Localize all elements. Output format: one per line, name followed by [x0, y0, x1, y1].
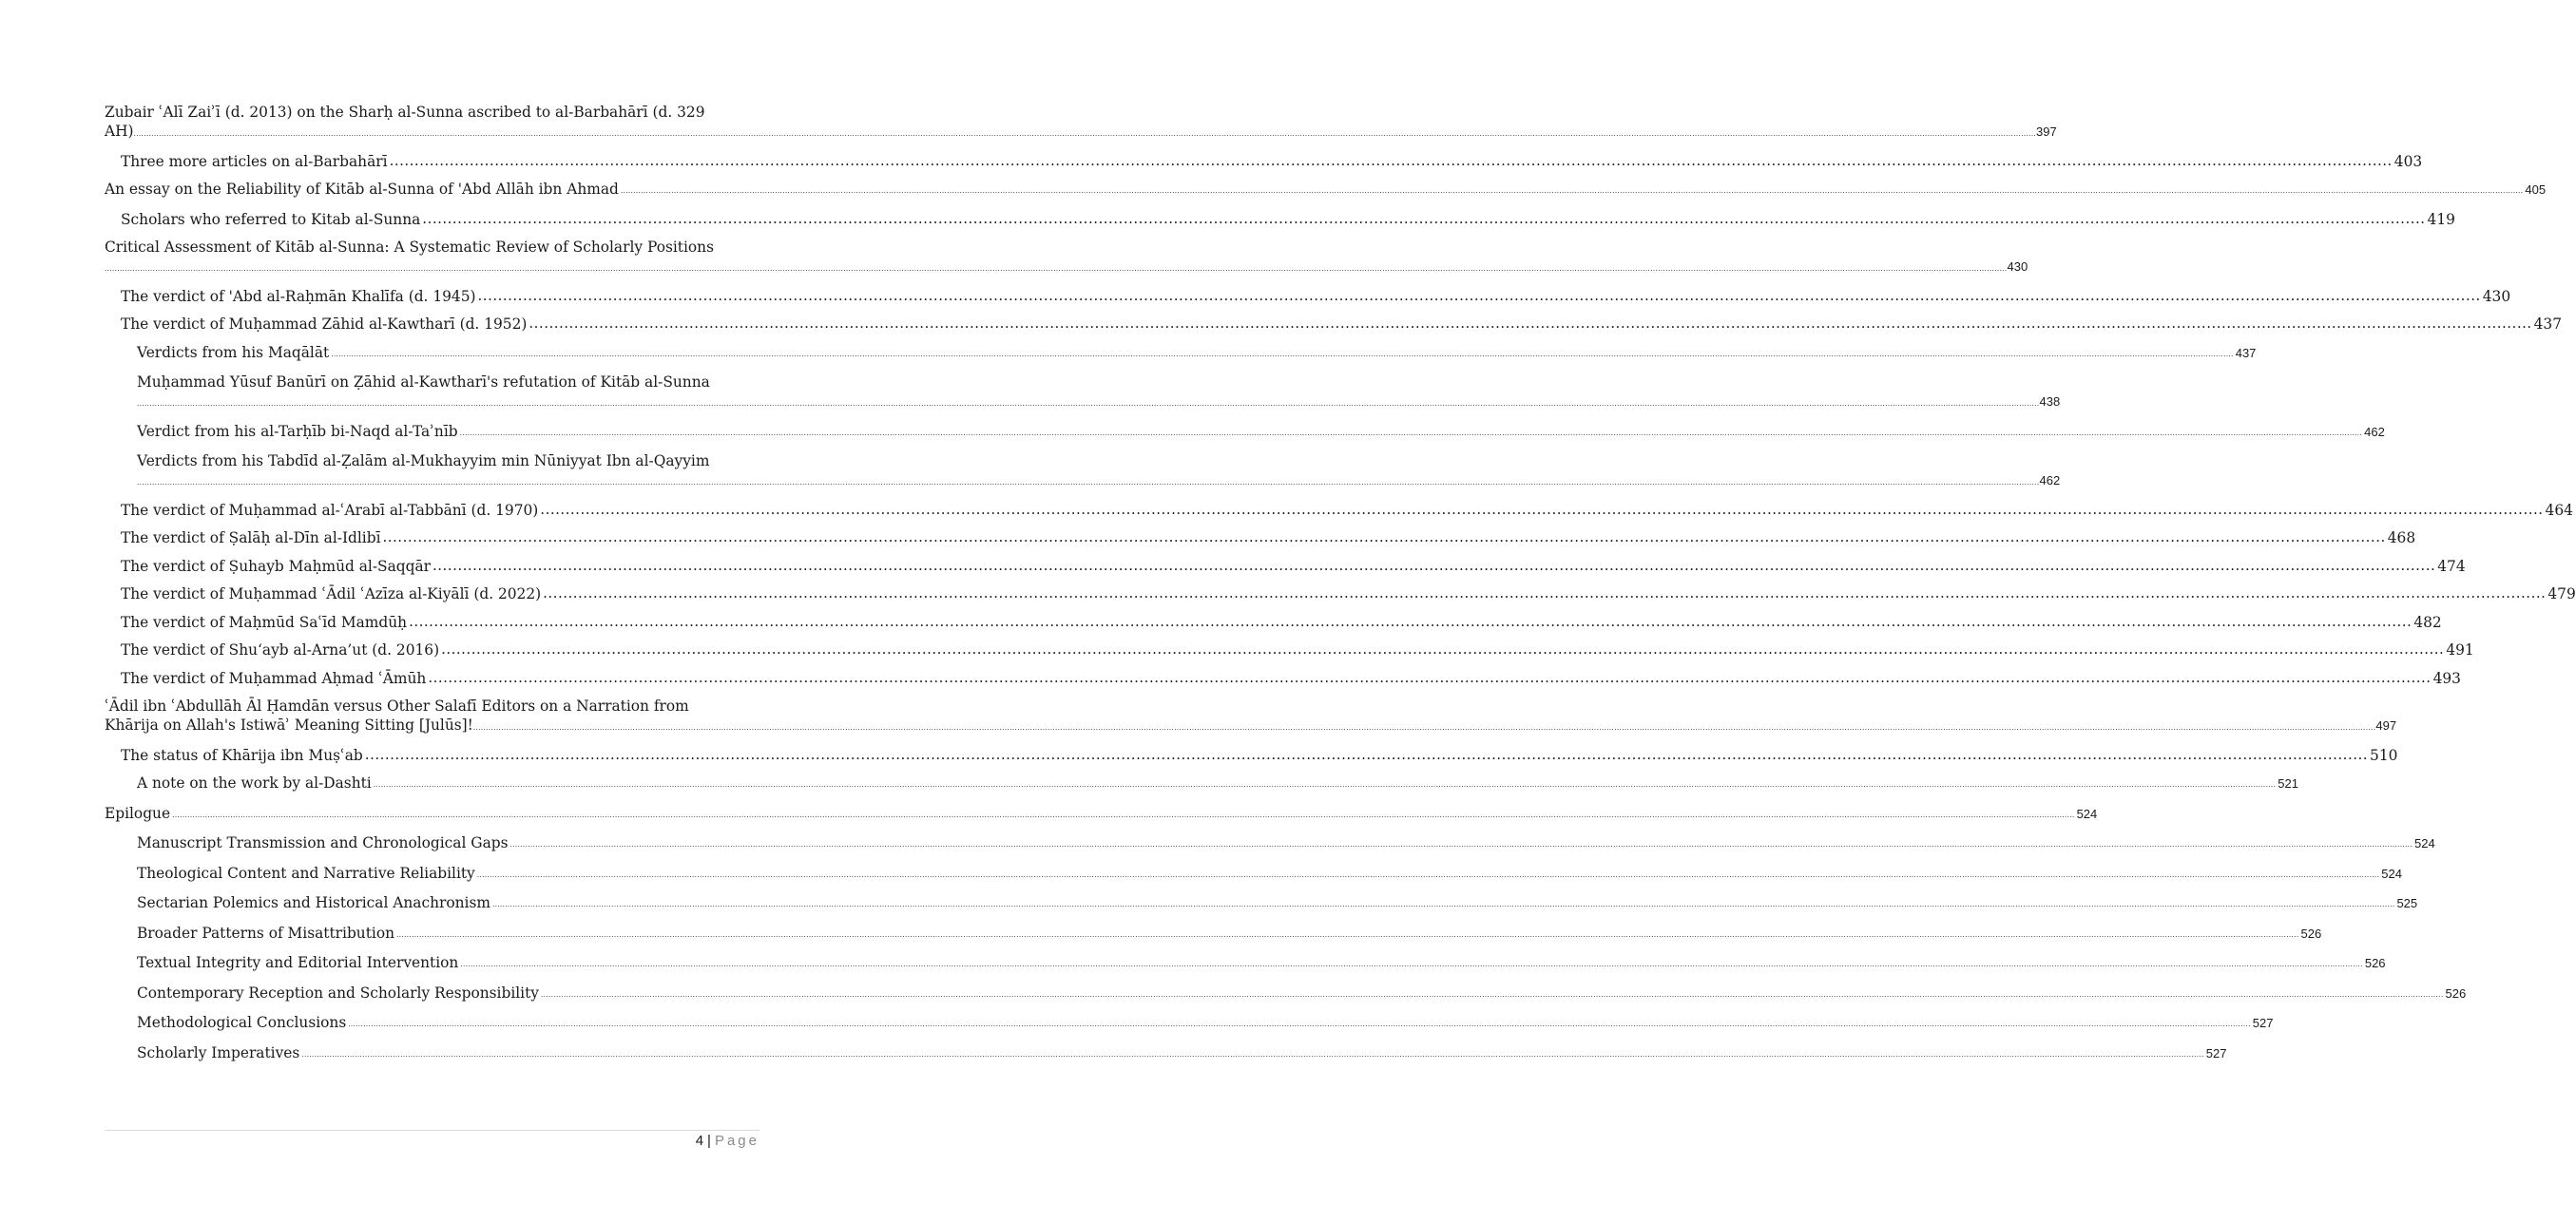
toc-entry[interactable]	[105, 557, 2466, 576]
dot-leader	[331, 342, 2234, 363]
toc-entry-title: The verdict of Maḥmūd Saʿīd Mamdūḥ	[121, 613, 408, 631]
toc-entry-title: The verdict of Ṣalāḥ al-Dīn al-Idlibī	[121, 529, 381, 546]
toc-entry-title: Critical Assessment of Kitāb al-Sunna: A Systematic Review of Scholarly Positions	[105, 239, 714, 256]
toc-entry-title-cont: Khārija on Allah's Istiwāʾ Meaning Sitting [Julūs]!	[105, 717, 473, 734]
dot-leader	[301, 1042, 2204, 1063]
toc-entry[interactable]	[105, 893, 2418, 914]
toc-page-number: 510	[2370, 746, 2398, 764]
toc-entry[interactable]	[105, 422, 2385, 443]
toc-entry[interactable]	[105, 669, 2461, 688]
toc-page-number: 430	[2007, 259, 2028, 274]
toc-page-number: 526	[2445, 985, 2467, 1001]
toc-entry[interactable]	[105, 640, 2474, 659]
toc-entry-title: Sectarian Polemics and Historical Anachronism	[137, 894, 490, 911]
dot-leader	[396, 923, 2299, 944]
table-of-contents	[105, 103, 2576, 1073]
dot-leader	[409, 612, 2412, 631]
dot-leader	[492, 892, 2395, 913]
footer-page-number: 4	[695, 1133, 704, 1149]
toc-page-number: 527	[2205, 1045, 2227, 1061]
toc-page-number: 493	[2432, 669, 2461, 687]
toc-entry-title: An essay on the Reliability of Kitāb al-Sunna of 'Abd Allāh ibn Ahmad	[105, 181, 619, 198]
toc-entry-title: The verdict of Shu‘ayb al-Arna’ut (d. 2016)	[121, 641, 440, 659]
toc-entry[interactable]	[105, 528, 2416, 547]
toc-entry-title: The verdict of Muḥammad Aḥmad ʿĀmūh	[121, 669, 427, 687]
toc-entry-title: The verdict of Muḥammad Zāhid al-Kawtharī (d. 1952)	[121, 315, 528, 333]
toc-page-number: 405	[2525, 182, 2547, 197]
dot-leader	[477, 863, 2380, 884]
toc-page-number: 521	[2278, 776, 2298, 791]
toc-entry[interactable]	[105, 864, 2402, 885]
toc-entry[interactable]	[105, 373, 2061, 412]
footer-separator: |	[707, 1133, 711, 1149]
dot-leader	[460, 952, 2363, 973]
toc-page-number: 526	[2300, 926, 2322, 941]
dot-leader	[543, 583, 2546, 602]
toc-page-number: 468	[2387, 529, 2416, 546]
toc-entry[interactable]	[105, 180, 2547, 201]
toc-entry[interactable]	[105, 1043, 2227, 1064]
toc-entry-title: The verdict of Ṣuhayb Maḥmūd al-Saqqār	[121, 557, 431, 575]
toc-entry-title: Muḥammad Yūsuf Banūrī on Ẓāhid al-Kawtharī's refutation of Kitāb al-Sunna	[137, 373, 710, 391]
dot-leader	[540, 500, 2543, 519]
toc-entry[interactable]	[105, 804, 2098, 825]
toc-page-number: 397	[2036, 124, 2057, 139]
toc-page-number: 403	[2393, 152, 2423, 170]
toc-entry-title-cont: AH)	[105, 123, 134, 140]
toc-page-number: 525	[2396, 896, 2418, 910]
toc-entry[interactable]	[105, 746, 2398, 765]
toc-page-number: 527	[2252, 1016, 2274, 1030]
toc-page-number: 482	[2413, 613, 2442, 631]
dot-leader	[172, 803, 2075, 824]
toc-entry[interactable]	[105, 1013, 2274, 1034]
toc-entry-title: The verdict of Muḥammad ʿĀdil ʿAzīza al-Kiyālī (d. 2022)	[121, 585, 542, 602]
dot-leader	[134, 122, 2037, 143]
toc-entry[interactable]	[105, 984, 2467, 1004]
toc-entry[interactable]	[105, 774, 2298, 794]
toc-entry[interactable]	[105, 953, 2386, 974]
toc-entry-title: Three more articles on al-Barbahārī	[121, 152, 388, 170]
toc-entry-title: Manuscript Transmission and Chronological Gaps	[137, 834, 509, 851]
dot-leader	[105, 257, 2008, 277]
dot-leader	[478, 286, 2481, 305]
dot-leader	[428, 668, 2431, 687]
toc-entry-title: Broader Patterns of Misattribution	[137, 924, 395, 942]
toc-page-number: 524	[2076, 806, 2098, 821]
toc-entry-title: A note on the work by al-Dashti	[137, 774, 372, 792]
toc-page-number: 524	[2414, 836, 2435, 850]
toc-entry-title: Textual Integrity and Editorial Intervention	[137, 954, 459, 971]
toc-entry[interactable]	[105, 833, 2435, 854]
toc-entry[interactable]	[105, 238, 2028, 277]
dot-leader	[348, 1012, 2251, 1033]
dot-leader	[621, 179, 2524, 200]
toc-entry-title: Contemporary Reception and Scholarly Responsibility	[137, 984, 539, 1002]
toc-entry-title: ʿĀdil ibn ʿAbdullāh Āl Ḥamdān versus Other Salafī Editors on a Narration from	[105, 697, 689, 715]
toc-page-number: 462	[2039, 473, 2061, 487]
dot-leader	[510, 832, 2413, 853]
toc-entry[interactable]	[105, 697, 2397, 736]
toc-page-number: 464	[2545, 501, 2573, 519]
toc-entry[interactable]	[105, 451, 2061, 491]
toc-entry-title: Verdicts from his Tabdīd al-Ẓalām al-Mukhayyim min Nūniyyat Ibn al-Qayyim	[137, 452, 710, 469]
dot-leader	[433, 556, 2435, 575]
toc-entry[interactable]	[105, 315, 2563, 334]
toc-page-number: 430	[2482, 287, 2511, 305]
dot-leader	[422, 209, 2425, 228]
toc-page-number: 437	[2533, 315, 2563, 333]
dot-leader	[137, 470, 2040, 491]
dot-leader	[529, 314, 2531, 333]
dot-leader	[473, 716, 2376, 736]
dot-leader	[137, 392, 2040, 412]
toc-entry-title: Scholars who referred to Kitab al-Sunna	[121, 210, 421, 228]
toc-entry[interactable]	[105, 103, 2057, 143]
toc-entry-title: The verdict of 'Abd al-Raḥmān Khalīfa (d. 1945)	[121, 287, 476, 305]
toc-entry-title: The status of Khārija ibn Muṣʿab	[121, 746, 363, 764]
dot-leader	[383, 527, 2386, 546]
toc-entry[interactable]	[105, 613, 2442, 632]
toc-entry-title: Verdicts from his Maqālāt	[137, 343, 330, 361]
toc-entry-title: Epilogue	[105, 804, 171, 822]
toc-entry-title: Theological Content and Narrative Reliability	[137, 864, 475, 882]
toc-page-number: 497	[2375, 718, 2397, 733]
toc-entry[interactable]	[105, 924, 2322, 945]
dot-leader	[441, 640, 2444, 659]
toc-entry-title: The verdict of Muḥammad al-ʿArabī al-Tabbānī (d. 1970)	[121, 501, 539, 519]
dot-leader	[390, 151, 2393, 170]
toc-entry-title: Zubair ʿAlī Zaiʾī (d. 2013) on the Sharḥ al-Sunna ascribed to al-Barbahārī (d. 329	[105, 104, 705, 121]
toc-page-number: 462	[2364, 424, 2385, 439]
footer-divider	[105, 1130, 759, 1131]
toc-entry[interactable]	[105, 343, 2257, 364]
toc-entry[interactable]	[105, 152, 2423, 171]
toc-page-number: 526	[2364, 956, 2386, 970]
toc-page-number: 491	[2446, 641, 2474, 659]
toc-entry[interactable]	[105, 210, 2455, 229]
toc-page-number: 438	[2039, 394, 2061, 409]
toc-entry-title: Verdict from his al-Tarḥīb bi-Naqd al-Taʾnīb	[137, 422, 458, 440]
dot-leader	[541, 983, 2444, 1003]
toc-entry[interactable]	[105, 584, 2576, 603]
toc-entry[interactable]	[105, 287, 2511, 306]
dot-leader	[374, 773, 2277, 793]
toc-entry-title: Scholarly Imperatives	[137, 1043, 300, 1061]
toc-page-number: 419	[2427, 210, 2455, 228]
footer-page-word: Page	[714, 1133, 759, 1149]
toc-page-number: 524	[2381, 866, 2402, 881]
toc-entry-title: Methodological Conclusions	[137, 1014, 347, 1031]
dot-leader	[460, 421, 2363, 442]
page-footer	[696, 1133, 759, 1149]
toc-page-number: 479	[2547, 585, 2576, 602]
toc-entry[interactable]	[105, 501, 2573, 520]
toc-page-number: 437	[2235, 345, 2257, 360]
dot-leader	[365, 745, 2368, 764]
toc-page-number: 474	[2437, 557, 2466, 575]
